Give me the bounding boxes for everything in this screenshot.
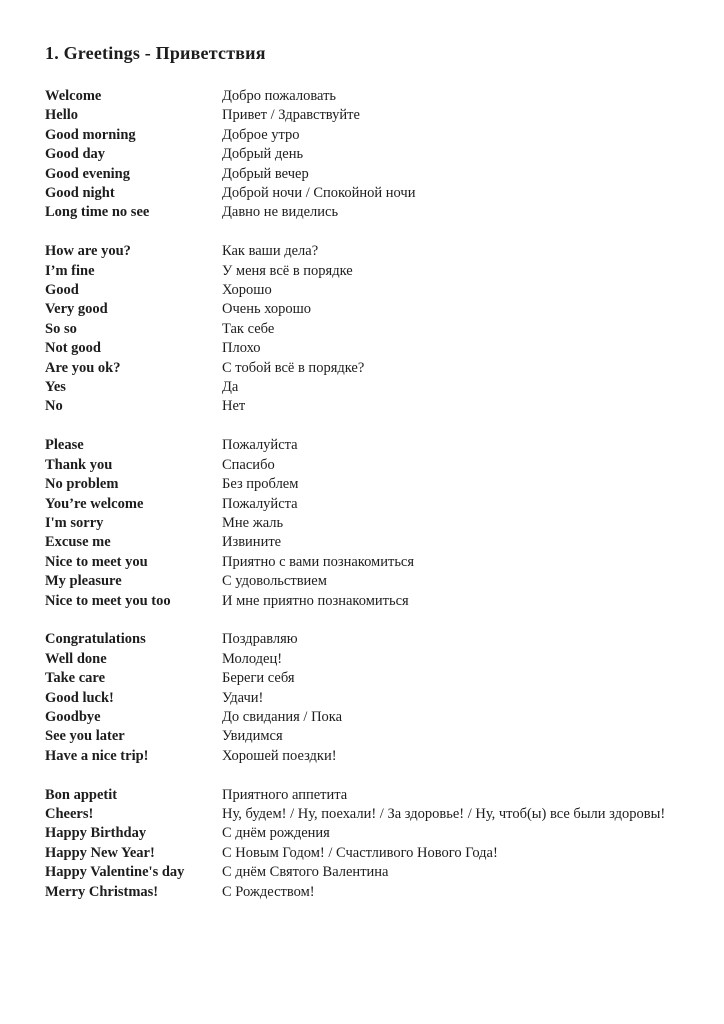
english-phrase: Thank you (45, 456, 113, 473)
phrase-row (45, 339, 696, 358)
phrase-row (45, 669, 696, 688)
russian-translation: С днём Святого Валентина (222, 864, 389, 881)
english-phrase: Long time no see (45, 204, 150, 221)
phrase-row (45, 436, 696, 455)
phrase-row (45, 727, 696, 746)
russian-translation: Доброе утро (222, 126, 300, 143)
russian-translation: Ну, будем! / Ну, поехали! / За здоровье! / Ну, чтоб(ы) все были здоровы! (222, 805, 666, 822)
english-phrase: Good evening (45, 165, 130, 182)
english-phrase: My pleasure (45, 573, 122, 590)
english-phrase: Not good (45, 340, 101, 357)
phrase-row (45, 359, 696, 378)
russian-translation: Хорошей поездки! (222, 747, 337, 764)
phrase-row (45, 883, 696, 902)
english-phrase: Happy New Year! (45, 844, 155, 861)
russian-translation: У меня всё в порядке (222, 262, 353, 279)
russian-translation: Молодец! (222, 650, 283, 667)
english-phrase: Well done (45, 650, 107, 667)
russian-translation: И мне приятно познакомиться (222, 592, 409, 609)
russian-translation: Пожалуйста (222, 437, 298, 454)
phrase-row (45, 262, 696, 281)
phrase-row (45, 378, 696, 397)
phrase-group (45, 87, 696, 223)
russian-translation: С Рождеством! (222, 883, 315, 900)
phrase-row (45, 863, 696, 882)
phrase-row (45, 824, 696, 843)
russian-translation: Спасибо (222, 456, 275, 473)
phrase-row (45, 708, 696, 727)
phrase-row (45, 106, 696, 125)
english-phrase: Congratulations (45, 631, 146, 648)
phrase-row (45, 650, 696, 669)
english-phrase: Good luck! (45, 689, 114, 706)
page-title: 1. Greetings - Приветствия (45, 43, 266, 63)
english-phrase: Merry Christmas! (45, 883, 159, 900)
phrase-row (45, 397, 696, 416)
phrase-group (45, 436, 696, 611)
english-phrase: You’re welcome (45, 495, 144, 512)
english-phrase: I'm sorry (45, 514, 104, 531)
russian-translation: Да (222, 379, 239, 396)
phrase-row (45, 533, 696, 552)
russian-translation: Без проблем (222, 476, 299, 493)
russian-translation: Как ваши дела? (222, 243, 319, 260)
russian-translation: Привет / Здравствуйте (222, 107, 360, 124)
english-phrase: Please (45, 437, 84, 454)
phrase-row (45, 844, 696, 863)
english-phrase: No (45, 398, 63, 415)
english-phrase: How are you? (45, 243, 131, 260)
phrase-row (45, 300, 696, 319)
phrase-row (45, 572, 696, 591)
english-phrase: Have a nice trip! (45, 747, 149, 764)
phrase-group (45, 242, 696, 417)
russian-translation: С днём рождения (222, 825, 330, 842)
russian-translation: Так себе (222, 320, 275, 337)
russian-translation: Пожалуйста (222, 495, 298, 512)
phrase-row (45, 805, 696, 824)
russian-translation: Доброй ночи / Спокойной ночи (222, 185, 416, 202)
phrase-row (45, 87, 696, 106)
phrase-row (45, 320, 696, 339)
phrase-row (45, 242, 696, 261)
english-phrase: Take care (45, 670, 106, 687)
russian-translation: Очень хорошо (222, 301, 312, 318)
english-phrase: I’m fine (45, 262, 95, 279)
phrase-row (45, 126, 696, 145)
russian-translation: Давно не виделись (222, 204, 339, 221)
english-phrase: Are you ok? (45, 359, 121, 376)
russian-translation: Поздравляю (222, 631, 298, 648)
russian-translation: С удовольствием (222, 573, 327, 590)
english-phrase: Excuse me (45, 534, 111, 551)
phrase-group (45, 630, 696, 766)
english-phrase: No problem (45, 476, 119, 493)
english-phrase: Good day (45, 146, 106, 163)
russian-translation: С Новым Годом! / Счастливого Нового Года! (222, 844, 498, 861)
english-phrase: Hello (45, 107, 79, 124)
phrase-row (45, 184, 696, 203)
english-phrase: Goodbye (45, 708, 101, 725)
english-phrase: Happy Birthday (45, 825, 147, 842)
russian-translation: Увидимся (222, 728, 283, 745)
english-phrase: Welcome (45, 88, 102, 104)
russian-translation: Плохо (222, 340, 261, 357)
english-phrase: Very good (45, 301, 108, 318)
english-phrase: So so (45, 320, 77, 337)
english-phrase: See you later (45, 728, 125, 745)
phrase-row (45, 689, 696, 708)
phrase-row (45, 475, 696, 494)
phrase-row (45, 786, 696, 805)
russian-translation: Добрый день (222, 146, 304, 163)
russian-translation: Хорошо (222, 282, 272, 299)
russian-translation: Береги себя (222, 670, 295, 687)
english-phrase: Cheers! (45, 805, 94, 822)
phrase-row (45, 281, 696, 300)
english-phrase: Good morning (45, 126, 136, 143)
russian-translation: Извините (222, 534, 282, 551)
english-phrase: Good night (45, 185, 115, 202)
russian-translation: С тобой всё в порядке? (222, 359, 365, 376)
phrase-row (45, 165, 696, 184)
phrase-row (45, 514, 696, 533)
phrase-row (45, 456, 696, 475)
english-phrase: Good (45, 282, 79, 299)
phrase-row (45, 553, 696, 572)
english-phrase: Happy Valentine's day (45, 864, 185, 881)
russian-translation: Мне жаль (222, 514, 284, 531)
english-phrase: Nice to meet you (45, 553, 148, 570)
english-phrase: Nice to meet you too (45, 592, 171, 609)
russian-translation: До свидания / Пока (222, 708, 343, 725)
phrase-row (45, 495, 696, 514)
russian-translation: Приятно с вами познакомиться (222, 553, 415, 570)
russian-translation: Приятного аппетита (222, 786, 348, 803)
phrase-row (45, 145, 696, 164)
phrase-group (45, 786, 696, 902)
russian-translation: Добро пожаловать (222, 88, 337, 104)
phrase-row (45, 747, 696, 766)
russian-translation: Удачи! (222, 689, 264, 706)
russian-translation: Нет (222, 398, 246, 415)
phrase-list (45, 87, 696, 902)
english-phrase: Yes (45, 379, 66, 396)
phrase-row (45, 630, 696, 649)
russian-translation: Добрый вечер (222, 165, 309, 182)
phrase-row (45, 592, 696, 611)
phrase-row (45, 203, 696, 222)
english-phrase: Bon appetit (45, 786, 118, 803)
